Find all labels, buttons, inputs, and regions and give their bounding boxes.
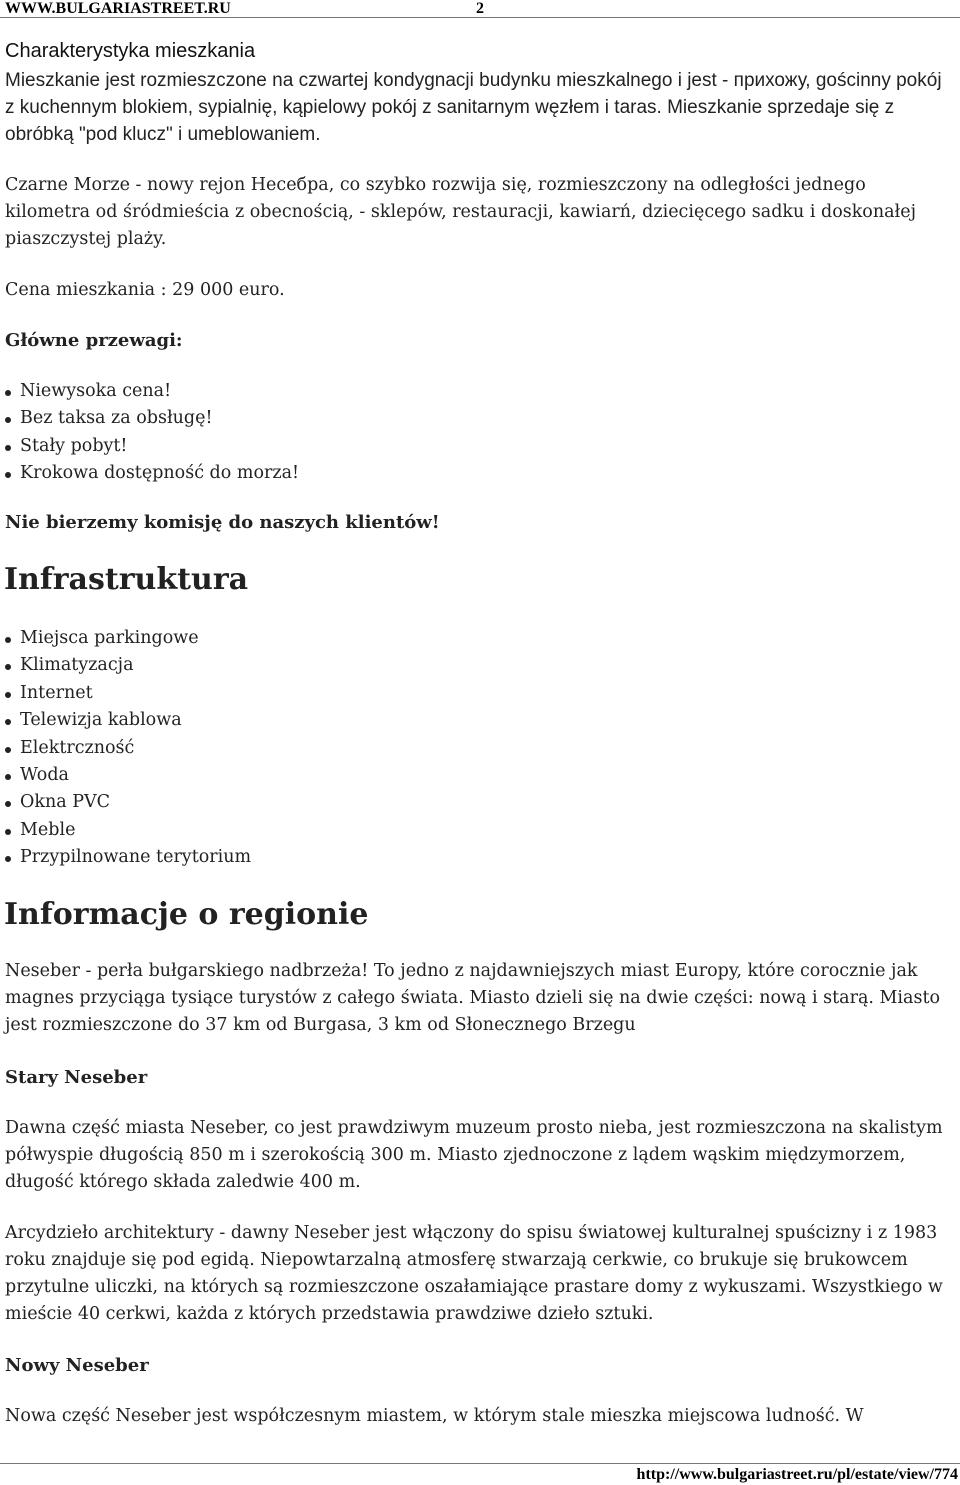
list-item: Przypilnowane terytorium	[0, 844, 251, 871]
location-paragraph: Czarne Morze - nowy rejon Несебра, co szybko rozwija się, rozmieszczony na odległości jednego kilometra od śródmieścia z obecnością, - sklepów, restauracji, kawiarń, dziecięcego sadku i doskonałej piaszczystej plaży.	[5, 175, 917, 249]
list-item: Telewizja kablowa	[0, 707, 251, 734]
list-item: Okna PVC	[0, 789, 251, 816]
old-town-paragraph-2: Arcydzieło architektury - dawny Neseber jest włączony do spisu światowej kulturalnej spuścizny i z 1983 roku znajduje się pod egidą. Niepowtarzalną atmosferę stwarzają cerkwie, co brukuje się brukowcem przytulne uliczki, na których są rozmieszczone oszałamiające prastare domy z wykuszami. Wszystkiego w mieście 40 cerkwi, każda z których przedstawia prawdziwe dzieło sztuki.	[5, 1223, 943, 1324]
infrastructure-title: Infrastruktura	[4, 562, 249, 597]
advantages-list	[0, 378, 299, 488]
advantages-title: Główne przewagi:	[5, 330, 183, 351]
new-town-text: Nowa część Neseber jest współczesnym miastem, w którym stale mieszka miejscowa ludność. W	[5, 1406, 864, 1426]
page-number: 2	[476, 0, 484, 17]
list-item: Meble	[0, 817, 251, 844]
infrastructure-list	[0, 625, 251, 872]
list-item: Klimatyzacja	[0, 652, 251, 679]
list-item: Woda	[0, 762, 251, 789]
list-item: Stały pobyt!	[0, 433, 299, 460]
footer-url-link[interactable]: http://www.bulgariastreet.ru/pl/estate/view/774	[636, 1466, 958, 1483]
new-town-title: Nowy Neseber	[5, 1355, 149, 1376]
no-commission-note: Nie bierzemy komisję do naszych klientów!	[5, 512, 440, 533]
list-item: Niewysoka cena!	[0, 378, 299, 405]
characteristics-title: Charakterystyka mieszkania	[5, 40, 256, 62]
list-item: Krokowa dostępność do morza!	[0, 460, 299, 487]
old-town-title: Stary Neseber	[5, 1067, 148, 1088]
footer-divider	[0, 1463, 960, 1464]
region-title: Informacje o regionie	[4, 897, 369, 932]
price-text: Cena mieszkania : 29 000 euro.	[5, 280, 285, 300]
list-item: Internet	[0, 680, 251, 707]
characteristics-text: Mieszkanie jest rozmieszczone na czwartej kondygnacji budynku mieszkalnego i jest - прихожу, gościnny pokój z kuchennym blokiem, sypialnię, kąpielowy pokój z sanitarnym węzłem i taras. Mieszkanie sprzedaje się z obróbką "pod klucz" i umeblowaniem.	[5, 70, 942, 145]
header-site-name: WWW.BULGARIASTREET.RU	[5, 0, 231, 17]
list-item: Miejsca parkingowe	[0, 625, 251, 652]
header-divider	[0, 17, 960, 18]
region-text: Neseber - perła bułgarskiego nadbrzeża! To jedno z najdawniejszych miast Europy, które corocznie jak magnes przyciąga tysiące turystów z całego świata. Miasto dzieli się na dwie części: nową i starą. Miasto jest rozmieszczone do 37 km od Burgasa, 3 km od Słonecznego Brzegu	[5, 961, 941, 1035]
list-item: Bez taksa za obsługę!	[0, 405, 299, 432]
list-item: Elektrczność	[0, 735, 251, 762]
old-town-paragraph-1: Dawna część miasta Neseber, co jest prawdziwym muzeum prosto nieba, jest rozmieszczona na skalistym półwyspie długością 850 m i szerokością 300 m. Miasto zjednoczone z lądem wąskim międzymorzem, długość którego składa zaledwie 400 m.	[5, 1118, 943, 1192]
